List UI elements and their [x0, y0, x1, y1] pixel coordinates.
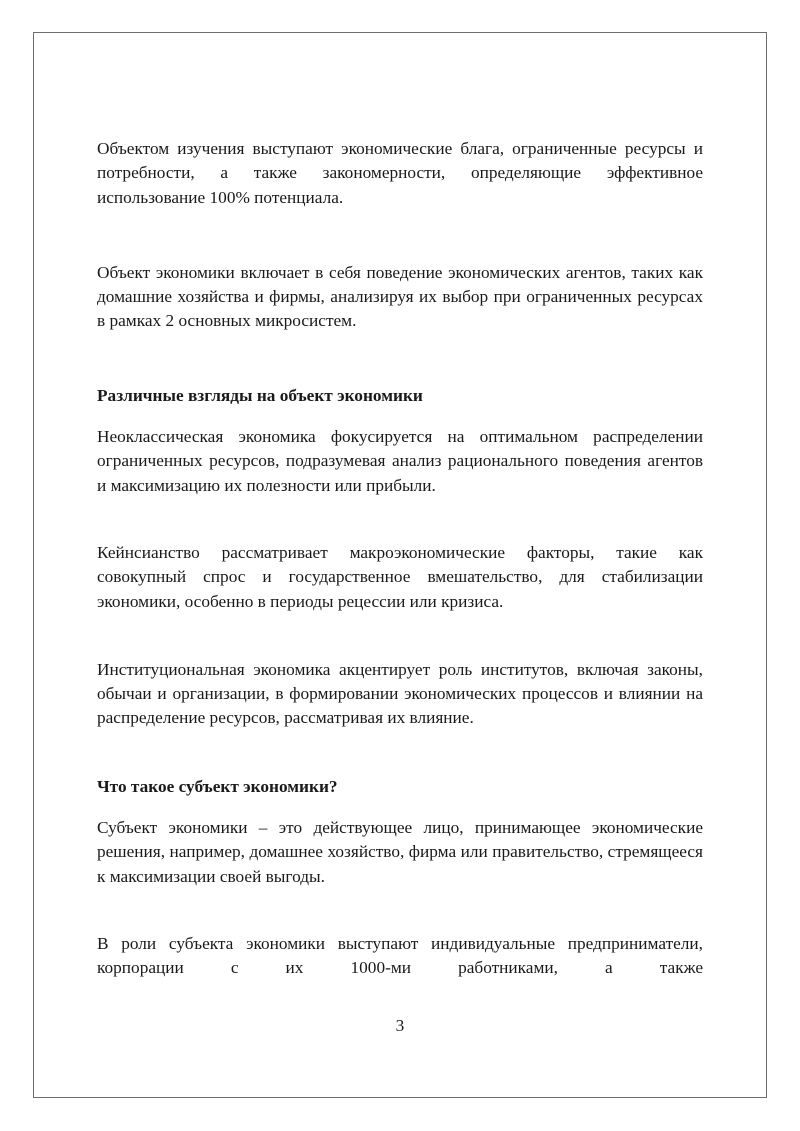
page-number: 3 [395, 1016, 405, 1035]
paragraph-institutional: Институциональная экономика акцентирует роль институтов, включая законы, обычаи и организации, в формировании экономических процессов и влиянии на распределение ресурсов, рассматривая их влияние. [97, 659, 703, 728]
paragraph-object-of-economics: Объект экономики включает в себя поведение экономических агентов, таких как домашние хозяйства и фирмы, анализируя их выбор при ограниченных ресурсах в рамках 2 основных микросистем. [97, 262, 703, 331]
paragraph-neoclassical: Неоклассическая экономика фокусируется на оптимальном распределении ограниченных ресурсов, подразумевая анализ рационального поведения агентов и максимизацию их полезности или прибыли. [97, 427, 703, 495]
page-content [97, 137, 703, 981]
paragraph-subject-roles: В роли субъекта экономики выступают индивидуальные предприниматели, корпорации с их 1000-ми работниками, а также [97, 933, 703, 978]
heading-views-on-object: Различные взгляды на объект экономики [97, 385, 423, 405]
heading-what-is-subject: Что такое субъект экономики? [97, 776, 338, 796]
paragraph-object-of-study: Объектом изучения выступают экономические блага, ограниченные ресурсы и потребности, а также закономерности, определяющие эффективное использование 100% потенциала. [97, 139, 703, 207]
paragraph-keynesianism: Кейнсианство рассматривает макроэкономические факторы, такие как совокупный спрос и государственное вмешательство, для стабилизации экономики, особенно в периоды рецессии или кризиса. [97, 542, 703, 611]
paragraph-subject-definition: Субъект экономики – это действующее лицо, принимающее экономические решения, например, домашнее хозяйство, фирма или правительство, стремящееся к максимизации своей выгоды. [97, 818, 703, 886]
